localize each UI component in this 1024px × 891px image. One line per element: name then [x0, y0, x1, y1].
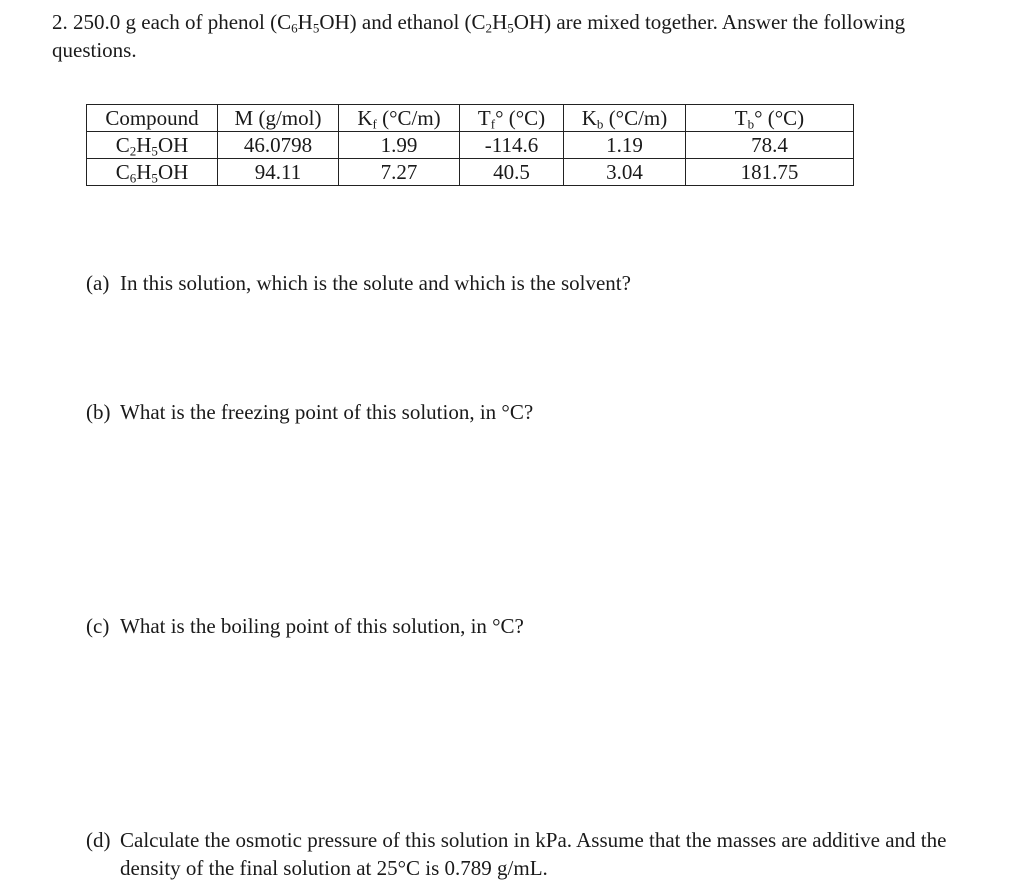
question-label: (a) [86, 271, 110, 295]
tb-cell: 78.4 [686, 132, 854, 159]
question-c [86, 612, 986, 640]
kf-cell: 7.27 [339, 159, 460, 186]
question-d [86, 826, 986, 882]
question-label: (c) [86, 614, 110, 638]
header-compound: Compound [87, 105, 218, 132]
table-row [87, 159, 854, 186]
question-text: Calculate the osmotic pressure of this solution in kPa. Assume that the masses are additive and the density of the final solution at 25°C is 0.789 g/mL. [120, 828, 947, 880]
header-molar-mass: M (g/mol) [218, 105, 339, 132]
problem-number: 2. [52, 10, 68, 34]
molar-mass-cell: 94.11 [218, 159, 339, 186]
question-label: (d) [86, 828, 111, 852]
kb-cell: 1.19 [564, 132, 686, 159]
properties-table [86, 104, 854, 186]
molar-mass-cell: 46.0798 [218, 132, 339, 159]
question-a [86, 269, 986, 297]
kf-cell: 1.99 [339, 132, 460, 159]
question-text: What is the boiling point of this solution, in °C? [120, 614, 524, 638]
question-text: In this solution, which is the solute and which is the solvent? [120, 271, 631, 295]
compound-cell: $C_2H_5OH$ [87, 132, 218, 159]
compound-cell: $C_6H_5OH$ [87, 159, 218, 186]
question-b [86, 398, 986, 426]
header-kb: $K_b$ (°C/m) [564, 105, 686, 132]
tb-cell: 181.75 [686, 159, 854, 186]
tf-cell: 40.5 [460, 159, 564, 186]
problem-statement: 2. 250.0 g each of phenol $(C_6H_5OH)$ and ethanol $(C_2H_5OH)$ are mixed together. Answer the following questions. [52, 10, 906, 62]
header-kf: $K_f$ (°C/m) [339, 105, 460, 132]
table-row [87, 132, 854, 159]
question-label: (b) [86, 400, 111, 424]
kb-cell: 3.04 [564, 159, 686, 186]
question-text: What is the freezing point of this solution, in °C? [120, 400, 534, 424]
header-tb: $T_b^\circ$ (°C) [686, 105, 854, 132]
header-tf: $T_f^\circ$ (°C) [460, 105, 564, 132]
tf-cell: -114.6 [460, 132, 564, 159]
table-header-row [87, 105, 854, 132]
